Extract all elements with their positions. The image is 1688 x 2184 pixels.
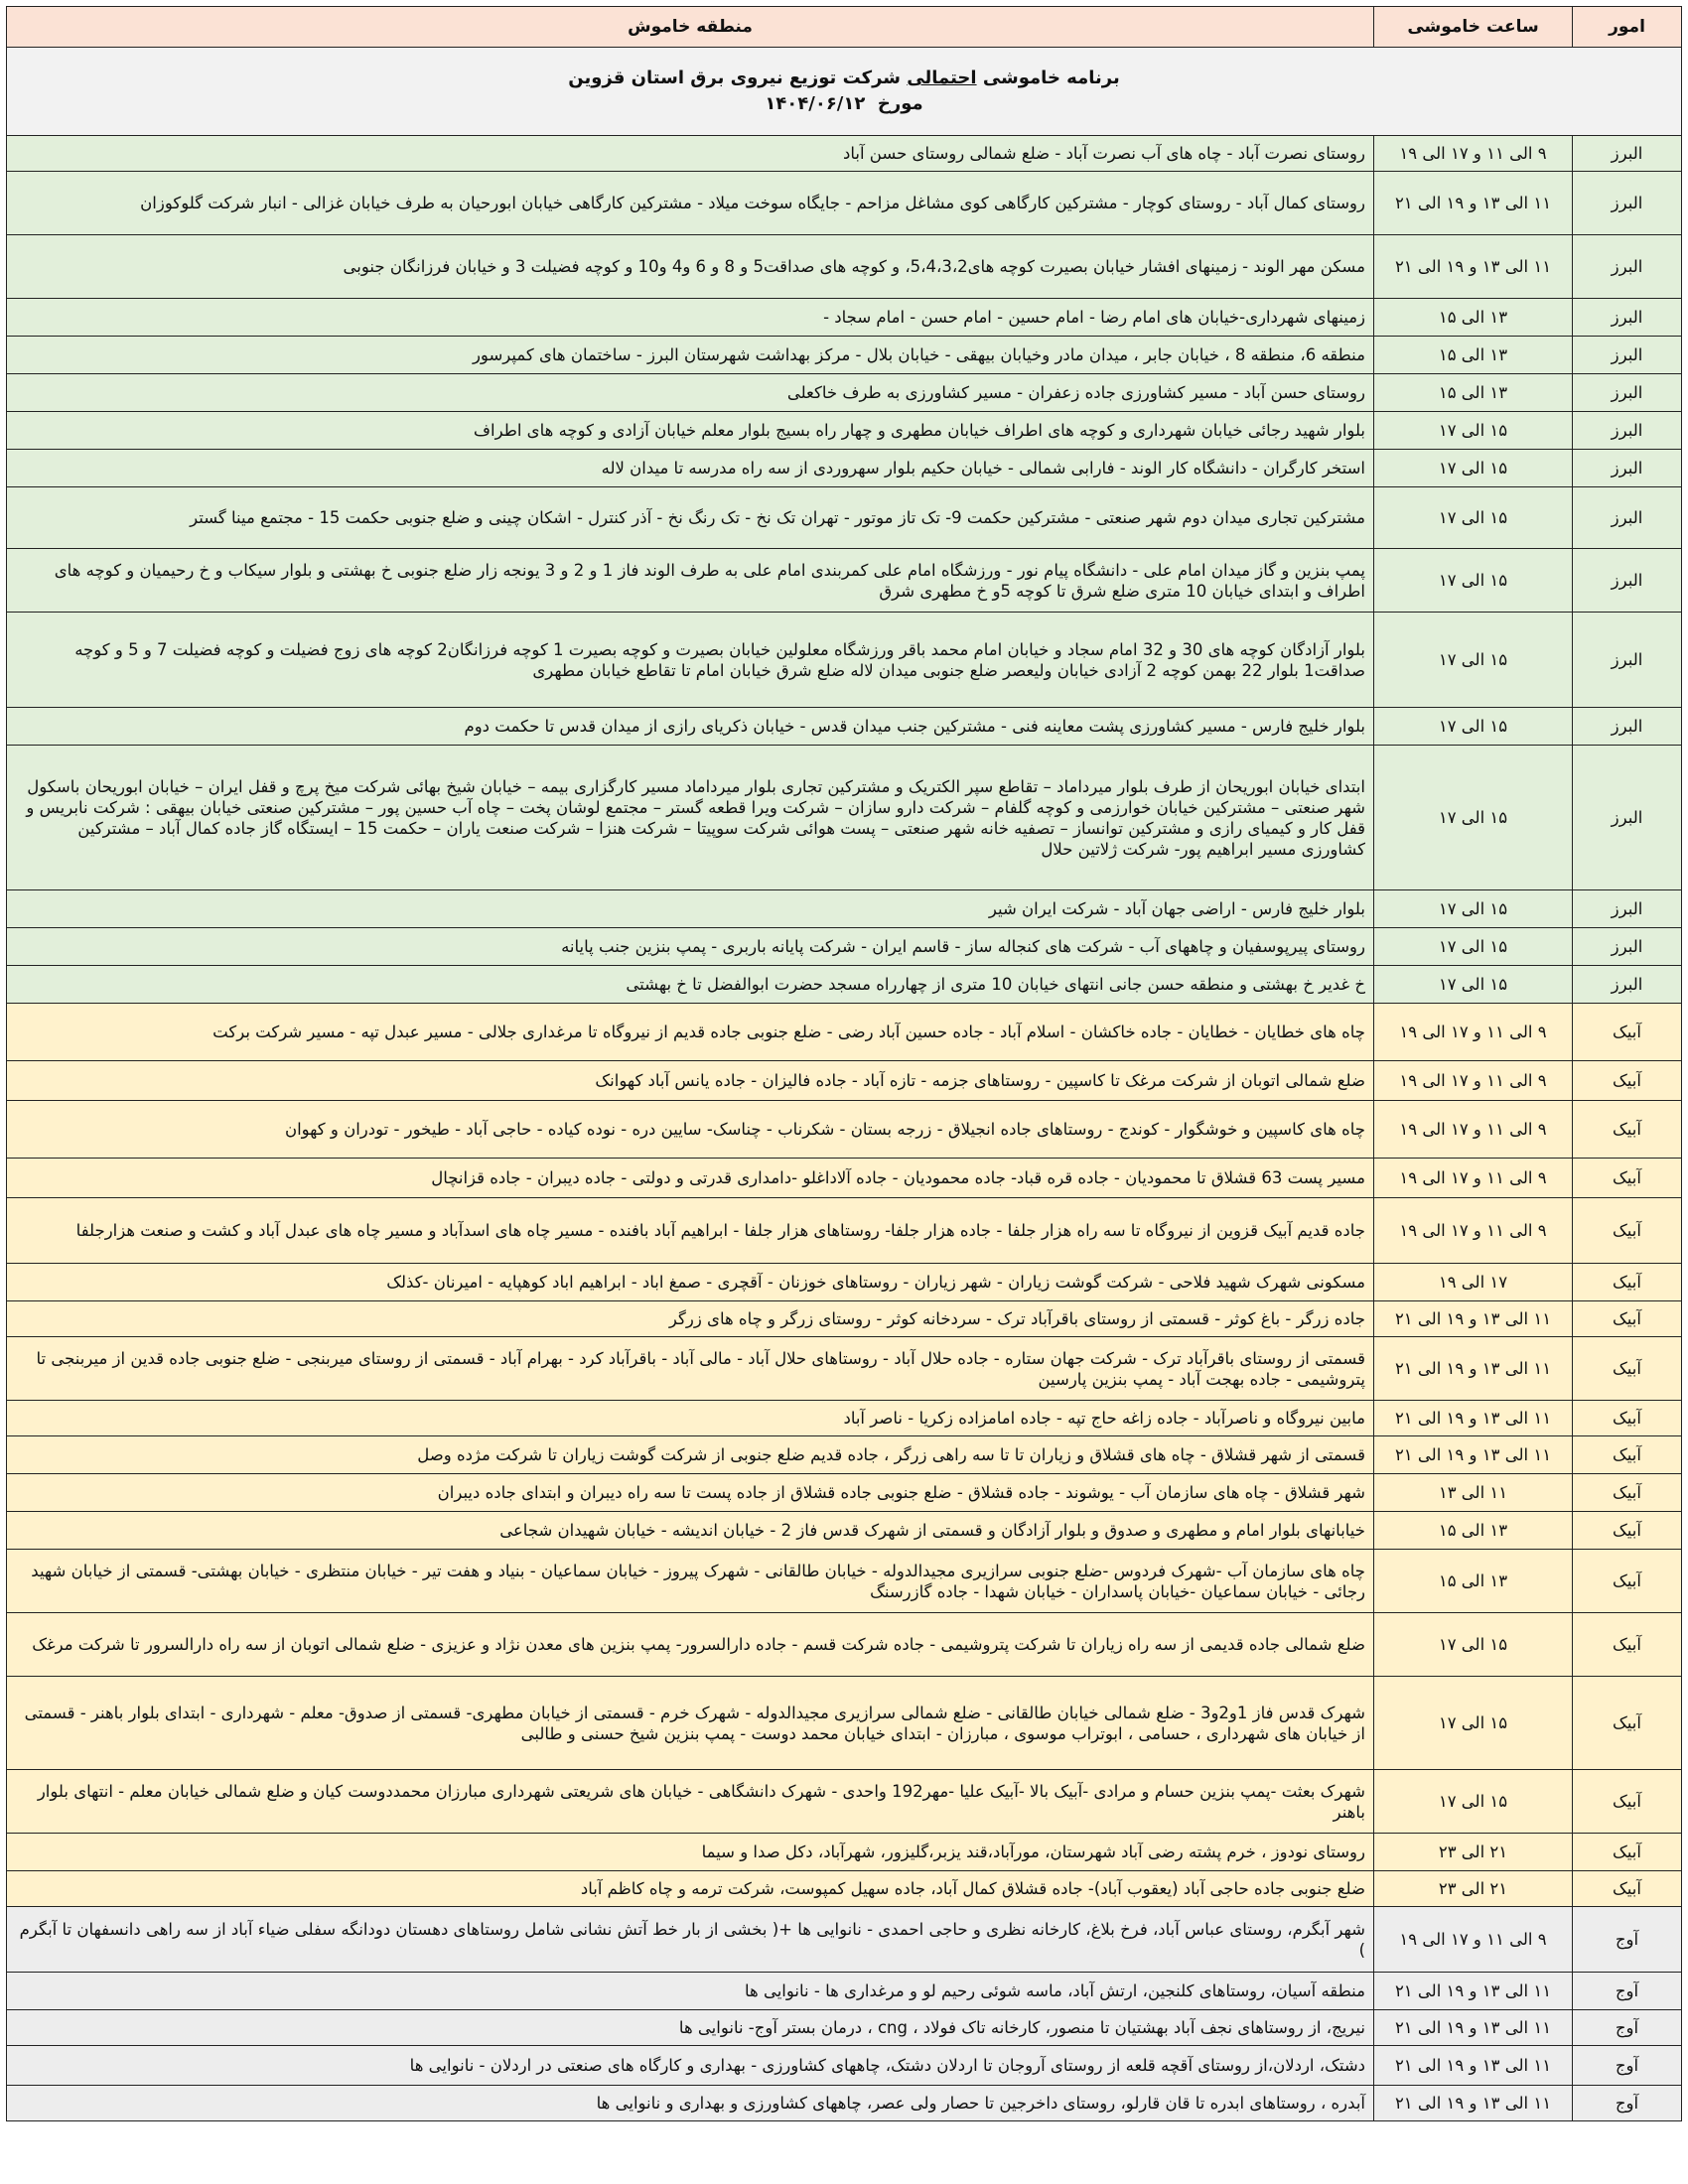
- cell-omor: آبیک: [1573, 1159, 1682, 1198]
- table-row: [7, 374, 1682, 412]
- cell-omor: آبیک: [1573, 1264, 1682, 1301]
- table-row: [7, 235, 1682, 299]
- cell-area: پمپ بنزین و گاز میدان امام علی - دانشگاه پیام نور - ورزشگاه امام علی کمربندی امام علی به طرف الوند فاز 1 و 2 و 3 یونجه زار ضلع جنوبی خ بهشتی و بلوار سیکاب و خ رحیمیان و کوچه های اطراف و ابتدای خیابان 10 متری ضلع شرق تا کوچه 5و خ مطهری شرق: [7, 549, 1374, 613]
- cell-area: روستای پیرپوسفیان و چاههای آب - شرکت های کنجاله ساز - قاسم ایران - شرکت پایانه باربری - پمپ بنزین جنب پایانه: [7, 928, 1374, 966]
- cell-area: خ غدیر خ بهشتی و منطقه حسن جانی انتهای خیابان 10 متری از چهارراه مسجد حضرت ابوالفضل تا خ بهشتی: [7, 966, 1374, 1004]
- cell-time: ۱۱ الی ۱۳ و ۱۹ الی ۲۱: [1374, 2010, 1573, 2046]
- cell-area: قسمتی از شهر قشلاق - چاه های قشلاق و زیاران تا تا سه راهی زرگر ، جاده قدیم ضلع جنوبی از شرکت گوشت زیاران تا شرکت مژده وصل: [7, 1436, 1374, 1474]
- table-row: [7, 549, 1682, 613]
- table-row: [7, 1198, 1682, 1264]
- cell-omor: آوج: [1573, 2046, 1682, 2086]
- cell-omor: البرز: [1573, 708, 1682, 746]
- table-row: [7, 2046, 1682, 2086]
- cell-area: خیابانهای بلوار امام و مطهری و صدوق و بلوار آزادگان و قسمتی از شهرک قدس فاز 2 - خیابان اندیشه - خیابان شهیدان شجاعی: [7, 1512, 1374, 1550]
- blackout-schedule-sheet: [6, 6, 1682, 2121]
- cell-area: آبدره ، روستاهای ابدره تا قان قارلو، روستای داخرجین تا حصار ولی عصر، چاههای کشاورزی و بهداری و نانوایی ها: [7, 2086, 1374, 2121]
- cell-time: ۱۱ الی ۱۳ و ۱۹ الی ۲۱: [1374, 172, 1573, 235]
- cell-area: قسمتی از روستای باقرآباد ترک - شرکت جهان ستاره - جاده حلال آباد - روستاهای حلال آباد - مالی آباد - باقرآباد کرد - بهرام آباد - قسمتی از روستای میربنجی - ضلع جنوبی جاده قدین از میربنجی تا پتروشیمی - جاده بهجت آباد - پمپ بنزین پارسین: [7, 1337, 1374, 1401]
- cell-time: ۹ الی ۱۱ و ۱۷ الی ۱۹: [1374, 1907, 1573, 1973]
- cell-area: مشترکین تجاری میدان دوم شهر صنعتی - مشترکین حکمت 9- تک تاز موتور - تهران تک نخ - تک رنگ نخ - آذر کنترل - اشکان چینی و ضلع جنوبی حکمت 15 - مجتمع مینا گستر: [7, 487, 1374, 549]
- cell-time: ۹ الی ۱۱ و ۱۷ الی ۱۹: [1374, 1061, 1573, 1101]
- cell-area: بلوار شهید رجائی خیابان شهرداری و کوچه های اطراف خیابان مطهری و چهار راه بسیج بلوار معلم خیابان آزادی و کوچه های اطراف: [7, 412, 1374, 450]
- cell-time: ۱۵ الی ۱۷: [1374, 412, 1573, 450]
- cell-time: ۱۵ الی ۱۷: [1374, 450, 1573, 487]
- cell-area: استخر کارگران - دانشگاه کار الوند - فارابی شمالی - خیابان حکیم بلوار سهروردی از سه راه مدرسه تا میدان لاله: [7, 450, 1374, 487]
- date-line: [15, 91, 1673, 117]
- cell-omor: البرز: [1573, 487, 1682, 549]
- cell-omor: البرز: [1573, 549, 1682, 613]
- cell-time: ۱۵ الی ۱۷: [1374, 890, 1573, 928]
- cell-omor: آبیک: [1573, 1550, 1682, 1613]
- cell-omor: البرز: [1573, 172, 1682, 235]
- cell-omor: آبیک: [1573, 1677, 1682, 1770]
- cell-omor: آبیک: [1573, 1301, 1682, 1337]
- cell-omor: البرز: [1573, 337, 1682, 374]
- cell-omor: آبیک: [1573, 1436, 1682, 1474]
- cell-time: ۱۱ الی ۱۳ و ۱۹ الی ۲۱: [1374, 235, 1573, 299]
- table-row: [7, 136, 1682, 172]
- cell-area: روستای نصرت آباد - چاه های آب نصرت آباد - ضلع شمالی روستای حسن آباد: [7, 136, 1374, 172]
- cell-time: ۹ الی ۱۱ و ۱۷ الی ۱۹: [1374, 1159, 1573, 1198]
- cell-area: چاه های سازمان آب -شهرک فردوس -ضلع جنوبی سرازیری مجیدالدوله - خیابان طالقانی - شهرک پیروز - خیابان سماعیان - بنیاد و هفت تیر - خیابان منتظری - خیابان بهشتی- قسمتی از خیابان شهید رجائی - خیابان سماعیان -خیابان پاسداران - خیابان شهدا - جاده گازرسنگ: [7, 1550, 1374, 1613]
- cell-time: ۱۱ الی ۱۳ و ۱۹ الی ۲۱: [1374, 1973, 1573, 2010]
- cell-omor: البرز: [1573, 374, 1682, 412]
- cell-area: نیریج، از روستاهای نجف آباد بهشتیان تا منصور، کارخانه تاک فولاد ، cng ، درمان بستر آوج- نانوایی ها: [7, 2010, 1374, 2046]
- cell-time: ۱۱ الی ۱۳: [1374, 1474, 1573, 1512]
- cell-omor: آبیک: [1573, 1401, 1682, 1436]
- blackout-table: [6, 6, 1682, 2121]
- cell-area: روستای کمال آباد - روستای کوچار - مشترکین کارگاهی کوی مشاغل مزاحم - جایگاه سوخت میلاد - مشترکین کارگاهی خیابان ابورحیان به طرف خیابان غزالی - انبار شرکت گلوکوزان: [7, 172, 1374, 235]
- cell-area: مابین نیروگاه و ناصرآباد - جاده زاغه حاج تپه - جاده امامزاده زکریا - ناصر آباد: [7, 1401, 1374, 1436]
- cell-omor: آبیک: [1573, 1512, 1682, 1550]
- table-row: [7, 1337, 1682, 1401]
- cell-omor: البرز: [1573, 299, 1682, 337]
- table-row: [7, 1301, 1682, 1337]
- cell-omor: البرز: [1573, 890, 1682, 928]
- cell-omor: آبیک: [1573, 1613, 1682, 1677]
- cell-time: ۱۵ الی ۱۷: [1374, 1613, 1573, 1677]
- cell-omor: آبیک: [1573, 1101, 1682, 1159]
- cell-area: منطقه 6، منطقه 8 ، خیابان جابر ، میدان مادر وخیابان بیهقی - خیابان بلال - مرکز بهداشت شهرستان البرز - ساختمان های کمپرسور: [7, 337, 1374, 374]
- cell-time: ۱۵ الی ۱۷: [1374, 613, 1573, 708]
- cell-time: ۱۱ الی ۱۳ و ۱۹ الی ۲۱: [1374, 2046, 1573, 2086]
- cell-area: بلوار خلیج فارس - مسیر کشاورزی پشت معاینه فنی - مشترکین جنب میدان قدس - خیابان ذکریای رازی از میدان قدس تا حکمت دوم: [7, 708, 1374, 746]
- cell-time: ۱۱ الی ۱۳ و ۱۹ الی ۲۱: [1374, 1301, 1573, 1337]
- table-row: [7, 337, 1682, 374]
- cell-omor: البرز: [1573, 613, 1682, 708]
- table-row: [7, 1061, 1682, 1101]
- table-row: [7, 1871, 1682, 1907]
- table-row: [7, 1264, 1682, 1301]
- cell-area: شهر قشلاق - چاه های سازمان آب - یوشوند - جاده قشلاق - ضلع جنوبی جاده قشلاق از جاده پست تا سه راه دیبران و ابتدای جاده دیبران: [7, 1474, 1374, 1512]
- header-row: [7, 7, 1682, 48]
- table-row: [7, 2086, 1682, 2121]
- cell-omor: آبیک: [1573, 1337, 1682, 1401]
- cell-omor: آبیک: [1573, 1061, 1682, 1101]
- cell-time: ۱۳ الی ۱۵: [1374, 1512, 1573, 1550]
- cell-area: مسیر پست 63 قشلاق تا محمودیان - جاده قره قباد- جاده محمودیان - جاده آلاداغلو -دامداری قدرتی و دولتی - جاده دیبران - جاده قزانچال: [7, 1159, 1374, 1198]
- cell-omor: البرز: [1573, 966, 1682, 1004]
- cell-time: ۱۱ الی ۱۳ و ۱۹ الی ۲۱: [1374, 1337, 1573, 1401]
- cell-time: ۱۳ الی ۱۵: [1374, 299, 1573, 337]
- cell-area: بلوار آزادگان کوچه های 30 و 32 امام سجاد و خیابان امام محمد باقر ورزشگاه معلولین خیابان بصیرت و کوچه بصیرت 1 کوچه فرزانگان2 کوچه های زوج فضیلت و کوچه فضیلت 7 و 5 و کوچه صداقت1 بلوار 22 بهمن کوچه 2 آزادی خیابان ولیعصر ضلع جنوبی میدان لاله ضلع شرق خیابان امام تا تقاطع خیابان مطهری: [7, 613, 1374, 708]
- table-row: [7, 1004, 1682, 1061]
- cell-time: ۲۱ الی ۲۳: [1374, 1834, 1573, 1871]
- cell-time: ۱۱ الی ۱۳ و ۱۹ الی ۲۱: [1374, 1436, 1573, 1474]
- table-row: [7, 613, 1682, 708]
- cell-omor: البرز: [1573, 136, 1682, 172]
- cell-time: ۱۱ الی ۱۳ و ۱۹ الی ۲۱: [1374, 2086, 1573, 2121]
- cell-area: روستای حسن آباد - مسیر کشاورزی جاده زعفران - مسیر کشاورزی به طرف خاکعلی: [7, 374, 1374, 412]
- cell-time: ۱۵ الی ۱۷: [1374, 708, 1573, 746]
- cell-area: شهرک بعثت -پمپ بنزین حسام و مرادی -آبیک بالا -آبیک علیا -مهر192 واحدی - شهرک دانشگاهی - خیابان های شریعتی شهرداری مبارزان محمددوست کیان و ضلع شمالی خیابان معلم - انتهای بلوار باهنر: [7, 1770, 1374, 1834]
- cell-omor: آبیک: [1573, 1004, 1682, 1061]
- cell-area: ضلع شمالی جاده قدیمی از سه راه زیاران تا شرکت پتروشیمی - جاده شرکت قسم - جاده دارالسرور- پمپ بنزین های معدن نژاد و عزیزی - ضلع شمالی اتوبان از سه راه دارالسرور تا شرکت مرغک: [7, 1613, 1374, 1677]
- table-row: [7, 890, 1682, 928]
- cell-area: ضلع جنوبی جاده حاجی آباد (یعقوب آباد)- جاده قشلاق کمال آباد، جاده سهیل کمپوست، شرکت ترمه و چاه کاظم آباد: [7, 1871, 1374, 1907]
- table-row: [7, 1159, 1682, 1198]
- table-row: [7, 1770, 1682, 1834]
- cell-time: ۹ الی ۱۱ و ۱۷ الی ۱۹: [1374, 1198, 1573, 1264]
- cell-time: ۱۳ الی ۱۵: [1374, 337, 1573, 374]
- table-row: [7, 1613, 1682, 1677]
- cell-time: ۹ الی ۱۱ و ۱۷ الی ۱۹: [1374, 136, 1573, 172]
- cell-area: مسکونی شهرک شهید فلاحی - شرکت گوشت زیاران - شهر زیاران - روستاهای خوزنان - آقچری - صمغ اباد - ابراهیم اباد کوهپایه - امیرنان -کذلک: [7, 1264, 1374, 1301]
- cell-time: ۱۵ الی ۱۷: [1374, 746, 1573, 890]
- cell-area: روستای نودوز ، خرم پشته رضی آباد شهرستان، مورآباد،قند یزبر،گلیزور، شهرآباد، دکل صدا و سیما: [7, 1834, 1374, 1871]
- table-row: [7, 708, 1682, 746]
- table-row: [7, 1550, 1682, 1613]
- table-body: [7, 136, 1682, 2121]
- table-row: [7, 1973, 1682, 2010]
- cell-time: ۲۱ الی ۲۳: [1374, 1871, 1573, 1907]
- title-emphasis: احتمالی: [907, 68, 977, 88]
- cell-time: ۹ الی ۱۱ و ۱۷ الی ۱۹: [1374, 1101, 1573, 1159]
- cell-time: ۱۵ الی ۱۷: [1374, 1677, 1573, 1770]
- cell-area: مسکن مهر الوند - زمینهای افشار خیابان بصیرت کوچه های5،4،3،2، و کوچه های صداقت5 و 8 و 6 و4 و10 و کوچه فضیلت 3 و خیابان فرزانگان جنوبی: [7, 235, 1374, 299]
- table-row: [7, 746, 1682, 890]
- cell-omor: البرز: [1573, 450, 1682, 487]
- cell-time: ۱۵ الی ۱۷: [1374, 966, 1573, 1004]
- page-title: برنامه خاموشی احتمالی شرکت توزیع نیروی برق استان قزوین: [568, 68, 1120, 88]
- cell-omor: آبیک: [1573, 1198, 1682, 1264]
- cell-area: شهر آبگرم، روستای عباس آباد، فرخ بلاغ، کارخانه نظری و حاجی احمدی - نانوایی ها +( بخشی از بار خط آتش نشانی شامل روستاهای دهستان دودانگه سفلی ضیاء آباد از سه راهی دانسفهان تا آبگرم ): [7, 1907, 1374, 1973]
- table-row: [7, 172, 1682, 235]
- cell-omor: البرز: [1573, 412, 1682, 450]
- table-row: [7, 1474, 1682, 1512]
- cell-omor: آبیک: [1573, 1871, 1682, 1907]
- cell-area: جاده زرگر - باغ کوثر - قسمتی از روستای باقرآباد ترک - سردخانه کوثر - روستای زرگر و چاه های زرگر: [7, 1301, 1374, 1337]
- cell-area: زمینهای شهرداری-خیابان های امام رضا - امام حسین - امام حسن - امام سجاد -: [7, 299, 1374, 337]
- cell-area: منطقه آسیان، روستاهای کلنجین، ارتش آباد، ماسه شوئی رحیم لو و مرغداری ها - نانوایی ها: [7, 1973, 1374, 2010]
- cell-time: ۱۵ الی ۱۷: [1374, 1770, 1573, 1834]
- cell-omor: آوج: [1573, 1907, 1682, 1973]
- table-row: [7, 928, 1682, 966]
- table-row: [7, 2010, 1682, 2046]
- cell-area: شهرک قدس فاز 1و2و3 - ضلع شمالی خیابان طالقانی - ضلع شمالی سرازیری مجیدالدوله - شهرک خرم - قسمتی از خیابان مطهری- قسمتی از صدوق- معلم - شهرداری - ابتدای بلوار باهنر - قسمتی از خیابان های شهرداری ، حسامی ، ابوتراب موسوی ، مبارزان - ابتدای خیابان محمد دوست - پمپ بنزین شیخ حسنی و طالبی: [7, 1677, 1374, 1770]
- table-row: [7, 966, 1682, 1004]
- cell-omor: آبیک: [1573, 1770, 1682, 1834]
- table-row: [7, 1907, 1682, 1973]
- table-row: [7, 487, 1682, 549]
- cell-area: دشتک، اردلان،از روستای آقچه قلعه از روستای آروجان تا اردلان دشتک، چاههای کشاورزی - بهداری و کارگاه های صنعتی در اردلان - نانوایی ها: [7, 2046, 1374, 2086]
- cell-omor: آبیک: [1573, 1474, 1682, 1512]
- cell-area: چاه های خطایان - خطایان - جاده خاکشان - اسلام آباد - جاده حسین آباد رضی - ضلع جنوبی جاده قدیم از نیروگاه تا مرغداری جلالی - مسیر عبدل تپه - مسیر شرکت برکت: [7, 1004, 1374, 1061]
- table-row: [7, 1401, 1682, 1436]
- table-row: [7, 1512, 1682, 1550]
- cell-omor: آوج: [1573, 1973, 1682, 2010]
- column-header-omor: امور: [1573, 7, 1682, 48]
- cell-omor: آوج: [1573, 2086, 1682, 2121]
- cell-time: ۱۳ الی ۱۵: [1374, 1550, 1573, 1613]
- table-row: [7, 412, 1682, 450]
- cell-time: ۹ الی ۱۱ و ۱۷ الی ۱۹: [1374, 1004, 1573, 1061]
- cell-area: ضلع شمالی اتوبان از شرکت مرغک تا کاسپین - روستاهای جزمه - تازه آباد - جاده فالیزان - جاده یانس آباد کهوانک: [7, 1061, 1374, 1101]
- cell-omor: البرز: [1573, 235, 1682, 299]
- table-row: [7, 1436, 1682, 1474]
- cell-omor: البرز: [1573, 928, 1682, 966]
- cell-omor: آوج: [1573, 2010, 1682, 2046]
- title-row: [7, 48, 1682, 136]
- date-label: مورخ: [877, 93, 923, 114]
- column-header-area: منطقه خاموش: [7, 7, 1374, 48]
- cell-area: جاده قدیم آبیک قزوین از نیروگاه تا سه راه هزار جلفا - جاده هزار جلفا- روستاهای هزار جلفا - ابراهیم آباد بافنده - مسیر چاه های اسدآباد و مسیر چاه های عبدل آباد و کشت و صنعت هزارجلفا: [7, 1198, 1374, 1264]
- cell-area: بلوار خلیج فارس - اراضی جهان آباد - شرکت ایران شیر: [7, 890, 1374, 928]
- table-row: [7, 1101, 1682, 1159]
- cell-time: ۱۵ الی ۱۷: [1374, 487, 1573, 549]
- cell-time: ۱۳ الی ۱۵: [1374, 374, 1573, 412]
- date-value: ۱۴۰۴/۰۶/۱۲: [765, 93, 866, 114]
- column-header-time: ساعت خاموشی: [1374, 7, 1573, 48]
- cell-time: ۱۵ الی ۱۷: [1374, 928, 1573, 966]
- title-cell: [7, 48, 1682, 136]
- cell-area: ابتدای خیابان ابوریحان از طرف بلوار میرداماد – تقاطع سپر الکتریک و مشترکین تجاری بلوار میرداماد مسیر کارگزاری بیمه – خیابان شیخ بهائی شرکت میخ پرچ و قفل ایران – خیابان ابوریحان باسکول شهر صنعتی – مشترکین خیابان خوارزمی و کوچه گلفام – شرکت دارو سازان – شرکت ویرا قطعه گستر – مجتمع لوشان پخت – چاه آب حسین پور – مشترکین صنعتی خیابان بیهقی : شرکت نابریس و قفل کار و کیمیای رازی و مشترکین توانساز – تصفیه خانه شهر صنعتی – پست هوائی شرکت سوپیتا – شرکت هنزا – شرکت صنعت یاران – حکمت 15 – ایستگاه گاز جاده کمال آباد – مشترکین کشاورزی مسیر ابراهیم پور- شرکت ژلاتین حلال: [7, 746, 1374, 890]
- cell-omor: البرز: [1573, 746, 1682, 890]
- cell-time: ۱۱ الی ۱۳ و ۱۹ الی ۲۱: [1374, 1401, 1573, 1436]
- table-row: [7, 299, 1682, 337]
- table-row: [7, 1677, 1682, 1770]
- table-row: [7, 450, 1682, 487]
- cell-omor: آبیک: [1573, 1834, 1682, 1871]
- cell-area: چاه های کاسپین و خوشگوار - کوندج - روستاهای جاده انجیلاق - زرجه بستان - شکرناب - چناسک- سایین دره - نوده کیاده - حاجی آباد - طیخور - تودران و کهوان: [7, 1101, 1374, 1159]
- table-row: [7, 1834, 1682, 1871]
- cell-time: ۱۵ الی ۱۷: [1374, 549, 1573, 613]
- cell-time: ۱۷ الی ۱۹: [1374, 1264, 1573, 1301]
